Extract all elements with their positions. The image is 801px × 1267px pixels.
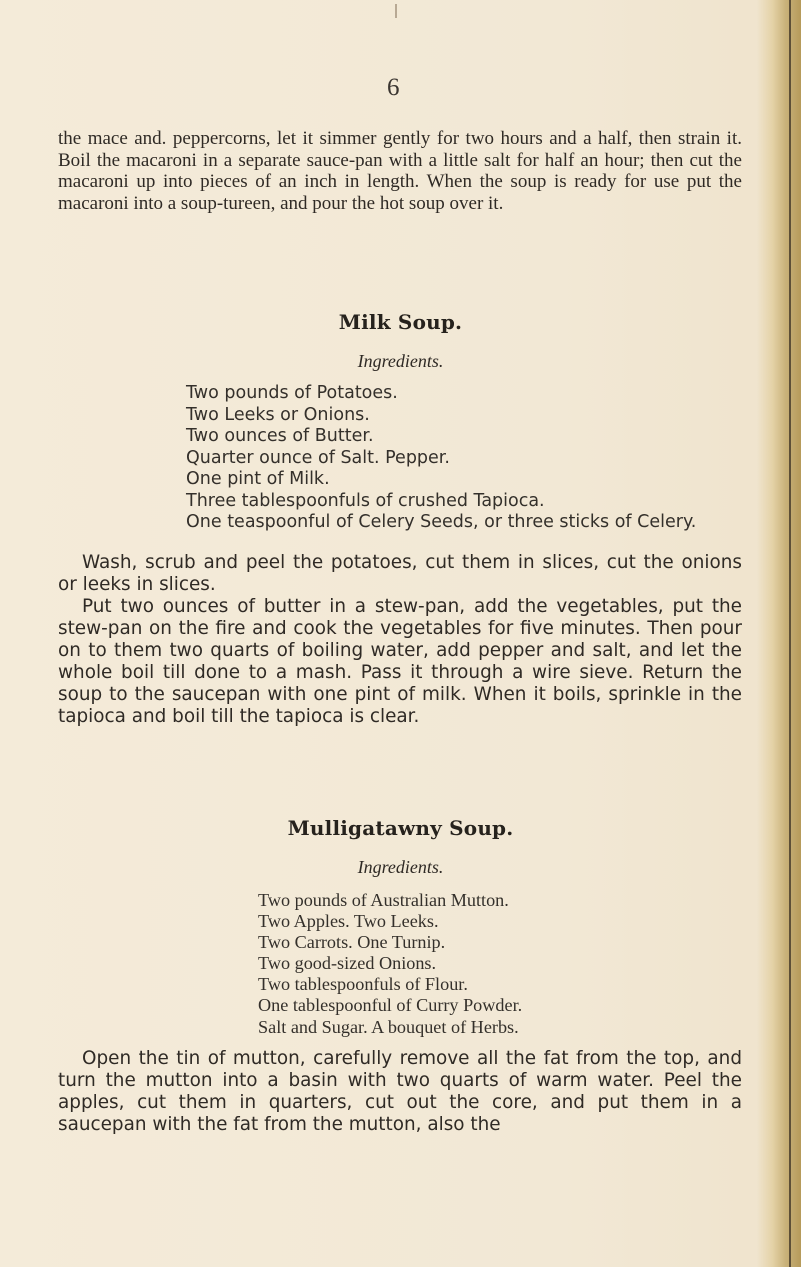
ingredient-item: Two ounces of Butter. [186,426,374,446]
ingredient-item: Two tablespoonfuls of Flour. [258,974,468,995]
milk-soup-ingredients-heading: Ingredients. [357,351,444,371]
mulligatawny-paragraph: Open the tin of mutton, carefully remove all the fat from the top, and turn the mutton into a basin with two quarts of warm water. Peel the apples, cut them in quarters, cut out the core, and put them in a saucepan with the fat from the mutton, also the [58,1048,742,1135]
mulligatawny-ingredients-heading: Ingredients. [357,857,444,877]
ingredient-item: One pint of Milk. [186,469,330,489]
milk-soup-paragraph-2: Put two ounces of butter in a stew-pan, add the vegetables, put the stew-pan on the fire and cook the vegetables for five minutes. Then pour on to them two quarts of boiling water, add pepper and salt, and let the whole boil till done to a mash. Pass it through a wire sieve. Return the soup to the saucepan with one pint of milk. When it boils, sprinkle in the tapioca and boil till the tapioca is clear. [58,596,742,727]
ingredient-item: Two pounds of Australian Mutton. [258,890,509,910]
mulligatawny-ingredients-list [258,890,801,1038]
ingredient-item: Two Leeks or Onions. [186,404,370,425]
ingredient-item: One teaspoonful of Celery Seeds, or three sticks of Celery. [186,512,697,532]
ingredient-item: Two Carrots. One Turnip. [258,932,446,953]
mulligatawny-method [58,1048,742,1136]
page-number: 6 [387,74,400,101]
ingredient-item: Two Apples. Two Leeks. [258,911,439,932]
ingredient-item: Quarter ounce of Salt. Pepper. [186,447,450,468]
milk-soup-paragraph-1: Wash, scrub and peel the potatoes, cut them in slices, cut the onions or leeks in slices. [58,552,742,595]
mulligatawny-title: Mulligatawny Soup. [287,816,514,840]
ingredient-item: Salt and Sugar. A bouquet of Herbs. [258,1016,519,1037]
ingredient-item: One tablespoonful of Curry Powder. [258,995,523,1016]
page-edge [757,0,801,1267]
page-edge-line [789,0,791,1267]
top-mark [395,4,397,18]
ingredient-item: Three tablespoonfuls of crushed Tapioca. [186,490,545,511]
ingredient-item: Two pounds of Potatoes. [186,383,398,403]
intro-paragraph: the mace and. peppercorns, let it simmer gently for two hours and a half, then strain it. Boil the macaroni in a separate sauce-pan with a little salt for half an hour; then cut the macaroni up into pieces of an inch in length. When the soup is ready for use put the macaroni into a soup-tureen, and pour the hot soup over it. [58,128,742,214]
milk-soup-ingredients-list [186,383,746,534]
milk-soup-method [58,552,742,728]
milk-soup-title: Milk Soup. [338,310,463,334]
ingredient-item: Two good-sized Onions. [258,953,437,974]
